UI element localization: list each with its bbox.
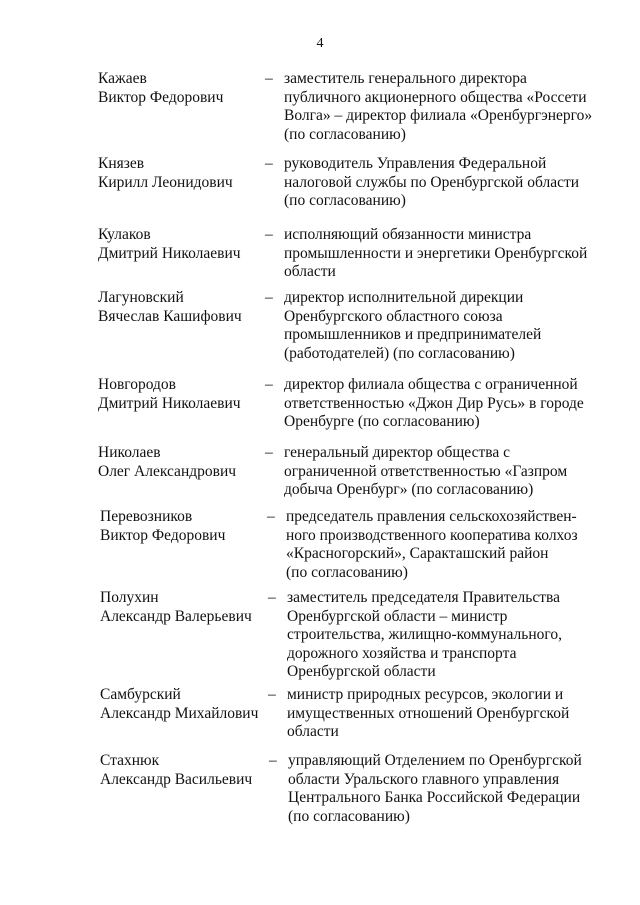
member-surname: Николаев [98,444,161,461]
position-line: исполняющий обязанности министра [284,226,532,243]
position-line: области [287,723,339,740]
dash-separator: – [265,70,273,87]
position-line: председатель правления сельскохозяйствен- [286,508,577,525]
position-line: генеральный директор общества с [284,444,510,461]
member-surname: Кажаев [98,70,147,87]
dash-separator: – [265,376,273,393]
member-position [284,376,604,432]
position-line: области [284,263,336,280]
member-given-names: Кирилл Леонидович [98,173,233,191]
dash-separator: – [265,444,273,461]
member-name [98,226,268,263]
member-name [100,508,270,545]
position-line: публичного акционерного общества «Россети [284,88,587,106]
position-line: Оренбургской области [287,663,436,680]
position-line: Оренбургского областного союза [284,307,503,325]
member-position [284,226,604,282]
member-given-names: Александр Михайлович [100,704,259,722]
member-given-names: Александр Валерьевич [100,607,252,625]
position-line: (работодателей) (по согласованию) [284,344,515,362]
position-line: заместитель генерального директора [284,70,527,87]
member-given-names: Дмитрий Николаевич [98,244,241,262]
member-position [287,589,607,682]
position-line: промышленности и энергетики Оренбургской [284,244,588,262]
position-line: Оренбурге (по согласованию) [284,413,480,430]
member-name [98,376,268,413]
position-line: строительства, жилищно-коммунального, [287,626,562,643]
position-line: (по согласованию) [288,807,410,825]
member-position [284,70,604,144]
dash-separator: – [265,226,273,243]
member-name [100,589,270,626]
position-line: директор исполнительной дирекции [284,289,524,306]
position-line: (по согласованию) [284,125,406,143]
position-line: Оренбургской области – министр [287,607,508,625]
member-name [100,686,270,723]
position-line: ответственностью «Джон Дир Русь» в городе [284,394,584,412]
position-line: (по согласованию) [284,192,406,209]
member-surname: Полухин [100,589,159,606]
dash-separator: – [268,589,276,606]
position-line: «Красногорский», Саракташский район [286,545,549,562]
dash-separator: – [265,289,273,306]
position-line: промышленников и предпринимателей [284,326,542,343]
position-line: налоговой службы по Оренбургской области [284,173,580,191]
member-given-names: Виктор Федорович [100,526,226,544]
member-position [287,686,607,742]
position-line: области Уральского главного управления [288,770,560,788]
page-number: 4 [316,36,324,51]
dash-separator: – [269,752,277,769]
position-line: заместитель председателя Правительства [287,589,561,606]
position-line: добыча Оренбург» (по согласованию) [284,481,534,498]
member-position [288,752,608,826]
member-name [98,444,268,481]
member-given-names: Александр Васильевич [100,770,253,788]
dash-separator: – [268,686,276,703]
position-line: министр природных ресурсов, экологии и [287,686,564,703]
member-position [284,444,604,500]
position-line: дорожного хозяйства и транспорта [287,644,517,662]
position-line: ного производственного кооператива колхоз [286,526,578,544]
member-position [286,508,606,582]
position-line: руководитель Управления Федеральной [284,155,547,172]
member-surname: Лагуновский [98,289,184,306]
position-line: управляющий Отделением по Оренбургской [288,752,582,769]
member-name [98,289,268,326]
member-name [98,155,268,192]
member-name [98,70,268,107]
member-surname: Перевозников [100,508,193,525]
position-line: Центрального Банка Российской Федерации [288,789,581,806]
member-given-names: Вячеслав Кашифович [98,307,242,325]
member-surname: Кулаков [98,226,151,243]
position-line: Волга» – директор филиала «Оренбургэнерго» [284,107,593,124]
position-line: ограниченной ответственностью «Газпром [284,462,568,480]
member-given-names: Дмитрий Николаевич [98,394,241,412]
position-line: директор филиала общества с ограниченной [284,376,578,393]
member-name [100,752,270,789]
position-line: имущественных отношений Оренбургской [287,704,570,722]
member-surname: Стахнюк [100,752,160,769]
member-surname: Новгородов [98,376,176,393]
member-given-names: Олег Александрович [98,462,237,480]
member-given-names: Виктор Федорович [98,88,224,106]
position-line: (по согласованию) [286,563,408,581]
dash-separator: – [267,508,275,525]
member-surname: Самбурский [100,686,181,703]
member-position [284,289,604,363]
member-position [284,155,604,211]
dash-separator: – [265,155,273,172]
member-surname: Князев [98,155,145,172]
